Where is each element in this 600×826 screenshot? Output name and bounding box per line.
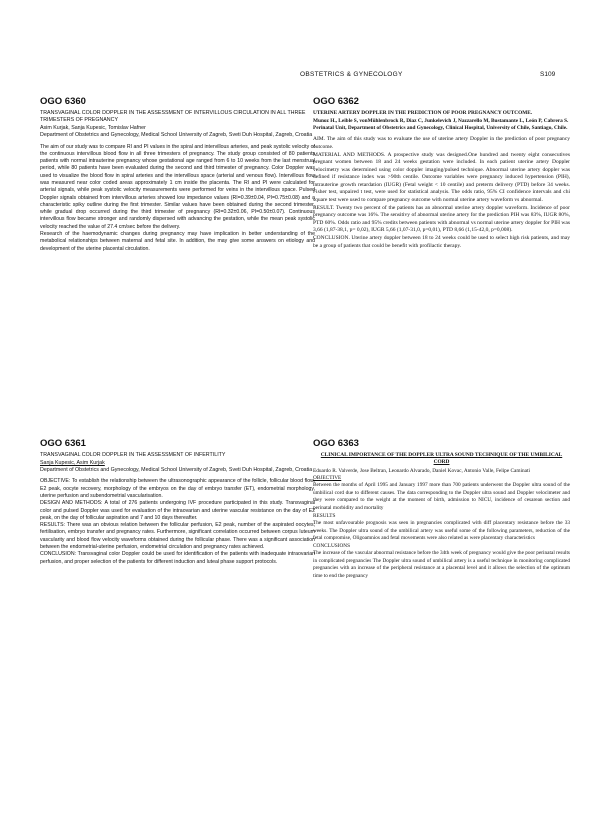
paragraph: MATERIAL AND METHODS. A prospective study was designed.One hundred and twenty eight consecutives pregnant women between 18 and 24 weeks gestation were included. In each patient uterine artery Doppler velocimetry was determined using color doppler imaging/pulsed technique. Abnormal uterine artery doppler was defined if resistance index was >90th centile. Outcome variables were pregnancy induced hypertension (PIH), intrauterine growth retardation (IUGR) (Fetal weight < 10 centile) and preterm delivery (PTD) before 34 weeks. Fisher test, unpaired t test, were used for statistical analysis. The odds ratio, 95% CI confidence intervals and chi square test were used to compare pregnancy outcome with normal uterine artery waveform vs abnormal. (313, 151, 570, 204)
abstract-authors: Sanja Kupesic, Asim Kurjak (40, 460, 105, 467)
abstract-title: CLINICAL IMPORTANCE OF THE DOPPLER ULTRA SOUND TECHNIQUE OF THE UMBILICAL CORD (320, 452, 563, 466)
abstract-id: OGO 6361 (40, 438, 86, 449)
abstract-authors: Asim Kurjak, Sanja Kupesic, Tomislav Hafner (40, 125, 146, 132)
journal-title: OBSTETRICS & GYNECOLOGY (300, 71, 403, 78)
paragraph: AIM. The aim of this study was to evaluate the use of uterine artery Doppler in the prediction of poor pregnancy outcome. (313, 136, 570, 150)
page-header (0, 71, 600, 83)
paragraph: The increase of the vascular abnormal resistance before the 34th week of pregnancy would give the poor perinatal results in complicated pregnancies The Doppler ultra sound of umbilical artery is a useful technique in monitoring complicated pregnancies with an increase of the peripheral resistance at a placental level and it allows the selection of the optimum time to end the pregnancy (313, 550, 570, 580)
abstract-authors: Munoz H., Leible S, vonMühlenbrock R, Diaz C, Junkelevich J, Nazzarello M, Bustamante L, León P, Cabrera S. (313, 118, 569, 125)
paragraph: CONCLUSION. Uterine artery doppler between 18 to 24 weeks could be used to select high risk patients, and may be a group of patients that could be benefit with profilactic therapy. (313, 234, 570, 249)
abstract-title: TRANSVAGINAL COLOR DOPPLER IN THE ASSESSMENT OF INTERVILLOUS CIRCULATION IN ALL THREE TRIMESTERS OF PREGNANCY (40, 110, 306, 124)
abstract-id: OGO 6363 (313, 438, 359, 449)
abstract-6363 (313, 438, 570, 581)
paragraph: OBJECTIVE: To establish the relationship between the ultrasonographic appearance of the follicle, follicular blood flow, E2 peak, oocyte recovery, morphology of the embryos on the day of embryo transfer (ET), endometrial morphology, uterine perfusion and subendometrial vascularisation. (40, 478, 315, 499)
abstract-body (313, 475, 570, 581)
section-heading: RESULTS (313, 512, 336, 519)
paragraph: The most unfavourable prognosis was seen in pregnancies complicated with diff placentary resistance before the 33 weeks. The Doppler ultra sound of the umbilical artery was useful some of the following parameters, reduction of the fetal compromise, Oligoamnios and fetal movements were also related as were placentary characteristics (313, 520, 570, 542)
paragraph: Between the months of April 1995 and January 1997 more than 700 patients underwent the Doppler ultra sound of the umbilical cord due to different causes. The data corresponding to the Doppler ultra sound and Doppler velocimeter and they were compared to the weight at the moment of birth, admission to NICU, incidence of cesarean section and perinatal morbidity and mortality (313, 482, 570, 511)
abstract-authors: Eduardo R. Valverde, Jose Beltran, Leonardo Alvarado, Daniel Kovac, Antonio Valle, Felipe Caminati (313, 467, 530, 474)
abstract-title: TRANSVAGINAL COLOR DOPPLER IN THE ASSESSMENT OF INFERTILITY (40, 452, 226, 458)
page-number: S109 (540, 71, 556, 78)
abstract-affiliation: Department of Obstetrics and Gynecology, Medical School University of Zagreb, Sveti Duh Hospital, Zagreb, Croatia (40, 467, 313, 474)
abstract-id: OGO 6360 (40, 96, 86, 107)
abstract-6362 (313, 96, 570, 250)
abstract-6360 (40, 96, 315, 253)
section-heading: CONCLUSIONS (313, 542, 351, 549)
section-heading: OBJECTIVE (313, 474, 342, 481)
paragraph: The aim of our study was to compare RI and PI values in the spiral and intervillous arteries, and peak systolic velocity of the continuous intervillous blood flow in all three trimesters of pregnancy. The study group consisted of 80 patients patients with normal intrauterine pregnancy whose gestational age ranged from 6 to 10 weeks from the last menstrual period, while 80 patients have been evaluated during the second and third trimester of pregnancy. Color Doppler was used to visualize the blood flow in spiral arteries and the intervillous space (arterial and venous flow). Intervillous flow was measured near color coded areas approximately 1 cm inside the placenta. The RI and PI were calculated for arterial signals, while peak systolic velocity measurements were performed for veins in the intervillous space. Pulsed Doppler signals obtained from intervillous arteries showed low impedance values (RI=0.39±0.04, PI=0.75±0.08) and a characteristic spiky outline during the first trimester. Similar values have been obtained during the second trimester, while gradual drop occurred during the third trimester of pregnancy (RI=0.32±0.06, PI=0.50±0.07). Continuous intervillous flow became stronger and randomly dispersed with advancing the gestation, while the mean peak systolic velocity reached the value of 27.4 cm/sec before the delivery. (40, 143, 315, 230)
abstract-title: UTERINE ARTERY DOPPLER IN THE PREDICTION OF POOR PREGNANCY OUTCOME. (313, 110, 533, 116)
abstract-body (313, 136, 570, 250)
abstract-id: OGO 6362 (313, 96, 359, 107)
paragraph: RESULTS: There was an obvious relation between the follicular perfusion, E2 peak, number of the aspirated oocytes, fertilisation, embryo transfer and pregnancy rates. Furthermore, significant correlation occurred between corpus luteum vascularity and blood flow velocity waveforms obtained during the follicular phase. There was a significant association between the endometrial-uterine perfusion, endometrial circulation and pregnancy rates achieved. (40, 522, 315, 550)
abstract-affiliation: Department of Obstetrics and Gynecology, Medical School University of Zagreb, Sveti Duh Hospital, Zagreb, Croatia (40, 132, 313, 139)
abstract-affiliation: Perinatal Unit, Department of Obstetrics and Gynecology, Clinical Hospital, University of Chile, Santiago, Chile. (313, 125, 568, 132)
abstract-body (40, 144, 315, 253)
abstract-6361 (40, 438, 315, 566)
paragraph: CONCLUSION: Transvaginal color Doppler could be used for identification of the patients with inadequate intraovarian perfusion, and proper selection of the patients for different induction and luteal phase support protocols. (40, 551, 315, 565)
paragraph: Research of the haemodynamic changes during pregnancy may have implication in better understanding of the metabolical relationships between maternal and fetal site. In addition, the may give some answers on etiology and development of the uterine placental circulation. (40, 230, 315, 252)
abstract-body (40, 478, 315, 565)
paragraph: DESIGN AND METHODS: A total of 276 patients undergoing IVF procedure participated in this study. Transvaginal color and pulsed Doppler was used for evaluation of the intraovarian and uterine vascular resistance on the day of E2 peak, on the day of follicular aspiration and 7 and 10 days thereafter. (40, 500, 315, 521)
paragraph: RESULT. Twenty two percent of the patients has an abnormal uterine artery doppler waveform. Incidence of poor pregnancy outcome was 16%. The sensitivy of abnormal uterine artery for the prediction PIH was 83%, IUGR 80%, PTD 60%. Odds ratio and 95% credits between patients with abnormal vs normal uterine artery doppler for PIH was 3,66 (1,87-38,1, p= 0,02), IUGR 5,66 (1,07-31,0, p=0,01), PTD 8,66 (1,15-42,0, p=0,008). (313, 204, 570, 234)
